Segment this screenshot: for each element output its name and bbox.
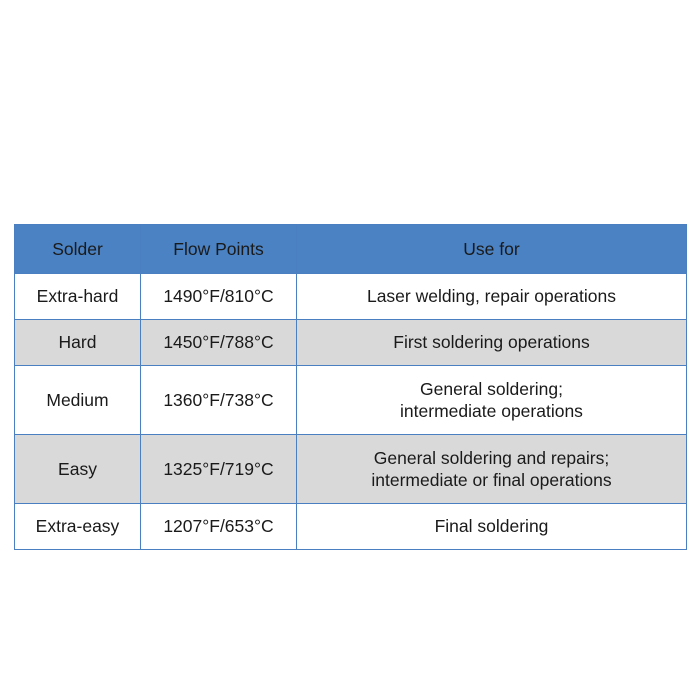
cell-use-for <box>297 274 687 320</box>
cell-use-line: intermediate operations <box>400 401 583 421</box>
table-row <box>15 320 687 366</box>
cell-flow-points: 1450°F/788°C <box>141 320 297 366</box>
column-header-solder: Solder <box>15 225 141 274</box>
table-row <box>15 435 687 504</box>
column-header-use-for: Use for <box>297 225 687 274</box>
cell-flow-points: 1325°F/719°C <box>141 435 297 504</box>
cell-use-line: General soldering and repairs; <box>373 447 610 468</box>
cell-use-for <box>297 320 687 366</box>
cell-solder: Hard <box>15 320 141 366</box>
cell-flow-points: 1490°F/810°C <box>141 274 297 320</box>
cell-use-line: First soldering operations <box>393 332 590 353</box>
table-header-row <box>15 225 687 274</box>
solder-flow-points-table <box>14 224 687 550</box>
cell-use-line: Final soldering <box>434 516 549 537</box>
table-row <box>15 504 687 550</box>
table-header <box>15 225 687 274</box>
table-row <box>15 274 687 320</box>
cell-use-for <box>297 504 687 550</box>
table-row <box>15 366 687 435</box>
cell-solder: Medium <box>15 366 141 435</box>
table-body <box>15 274 687 550</box>
cell-solder: Easy <box>15 435 141 504</box>
cell-use-line: Laser welding, repair operations <box>366 286 617 307</box>
cell-solder: Extra-easy <box>15 504 141 550</box>
solder-table-container <box>14 224 686 550</box>
cell-use-for <box>297 366 687 435</box>
cell-solder: Extra-hard <box>15 274 141 320</box>
cell-use-line: intermediate or final operations <box>371 470 612 490</box>
cell-flow-points: 1360°F/738°C <box>141 366 297 435</box>
cell-flow-points: 1207°F/653°C <box>141 504 297 550</box>
column-header-flow-points: Flow Points <box>141 225 297 274</box>
cell-use-line: General soldering; <box>420 378 563 399</box>
cell-use-for <box>297 435 687 504</box>
